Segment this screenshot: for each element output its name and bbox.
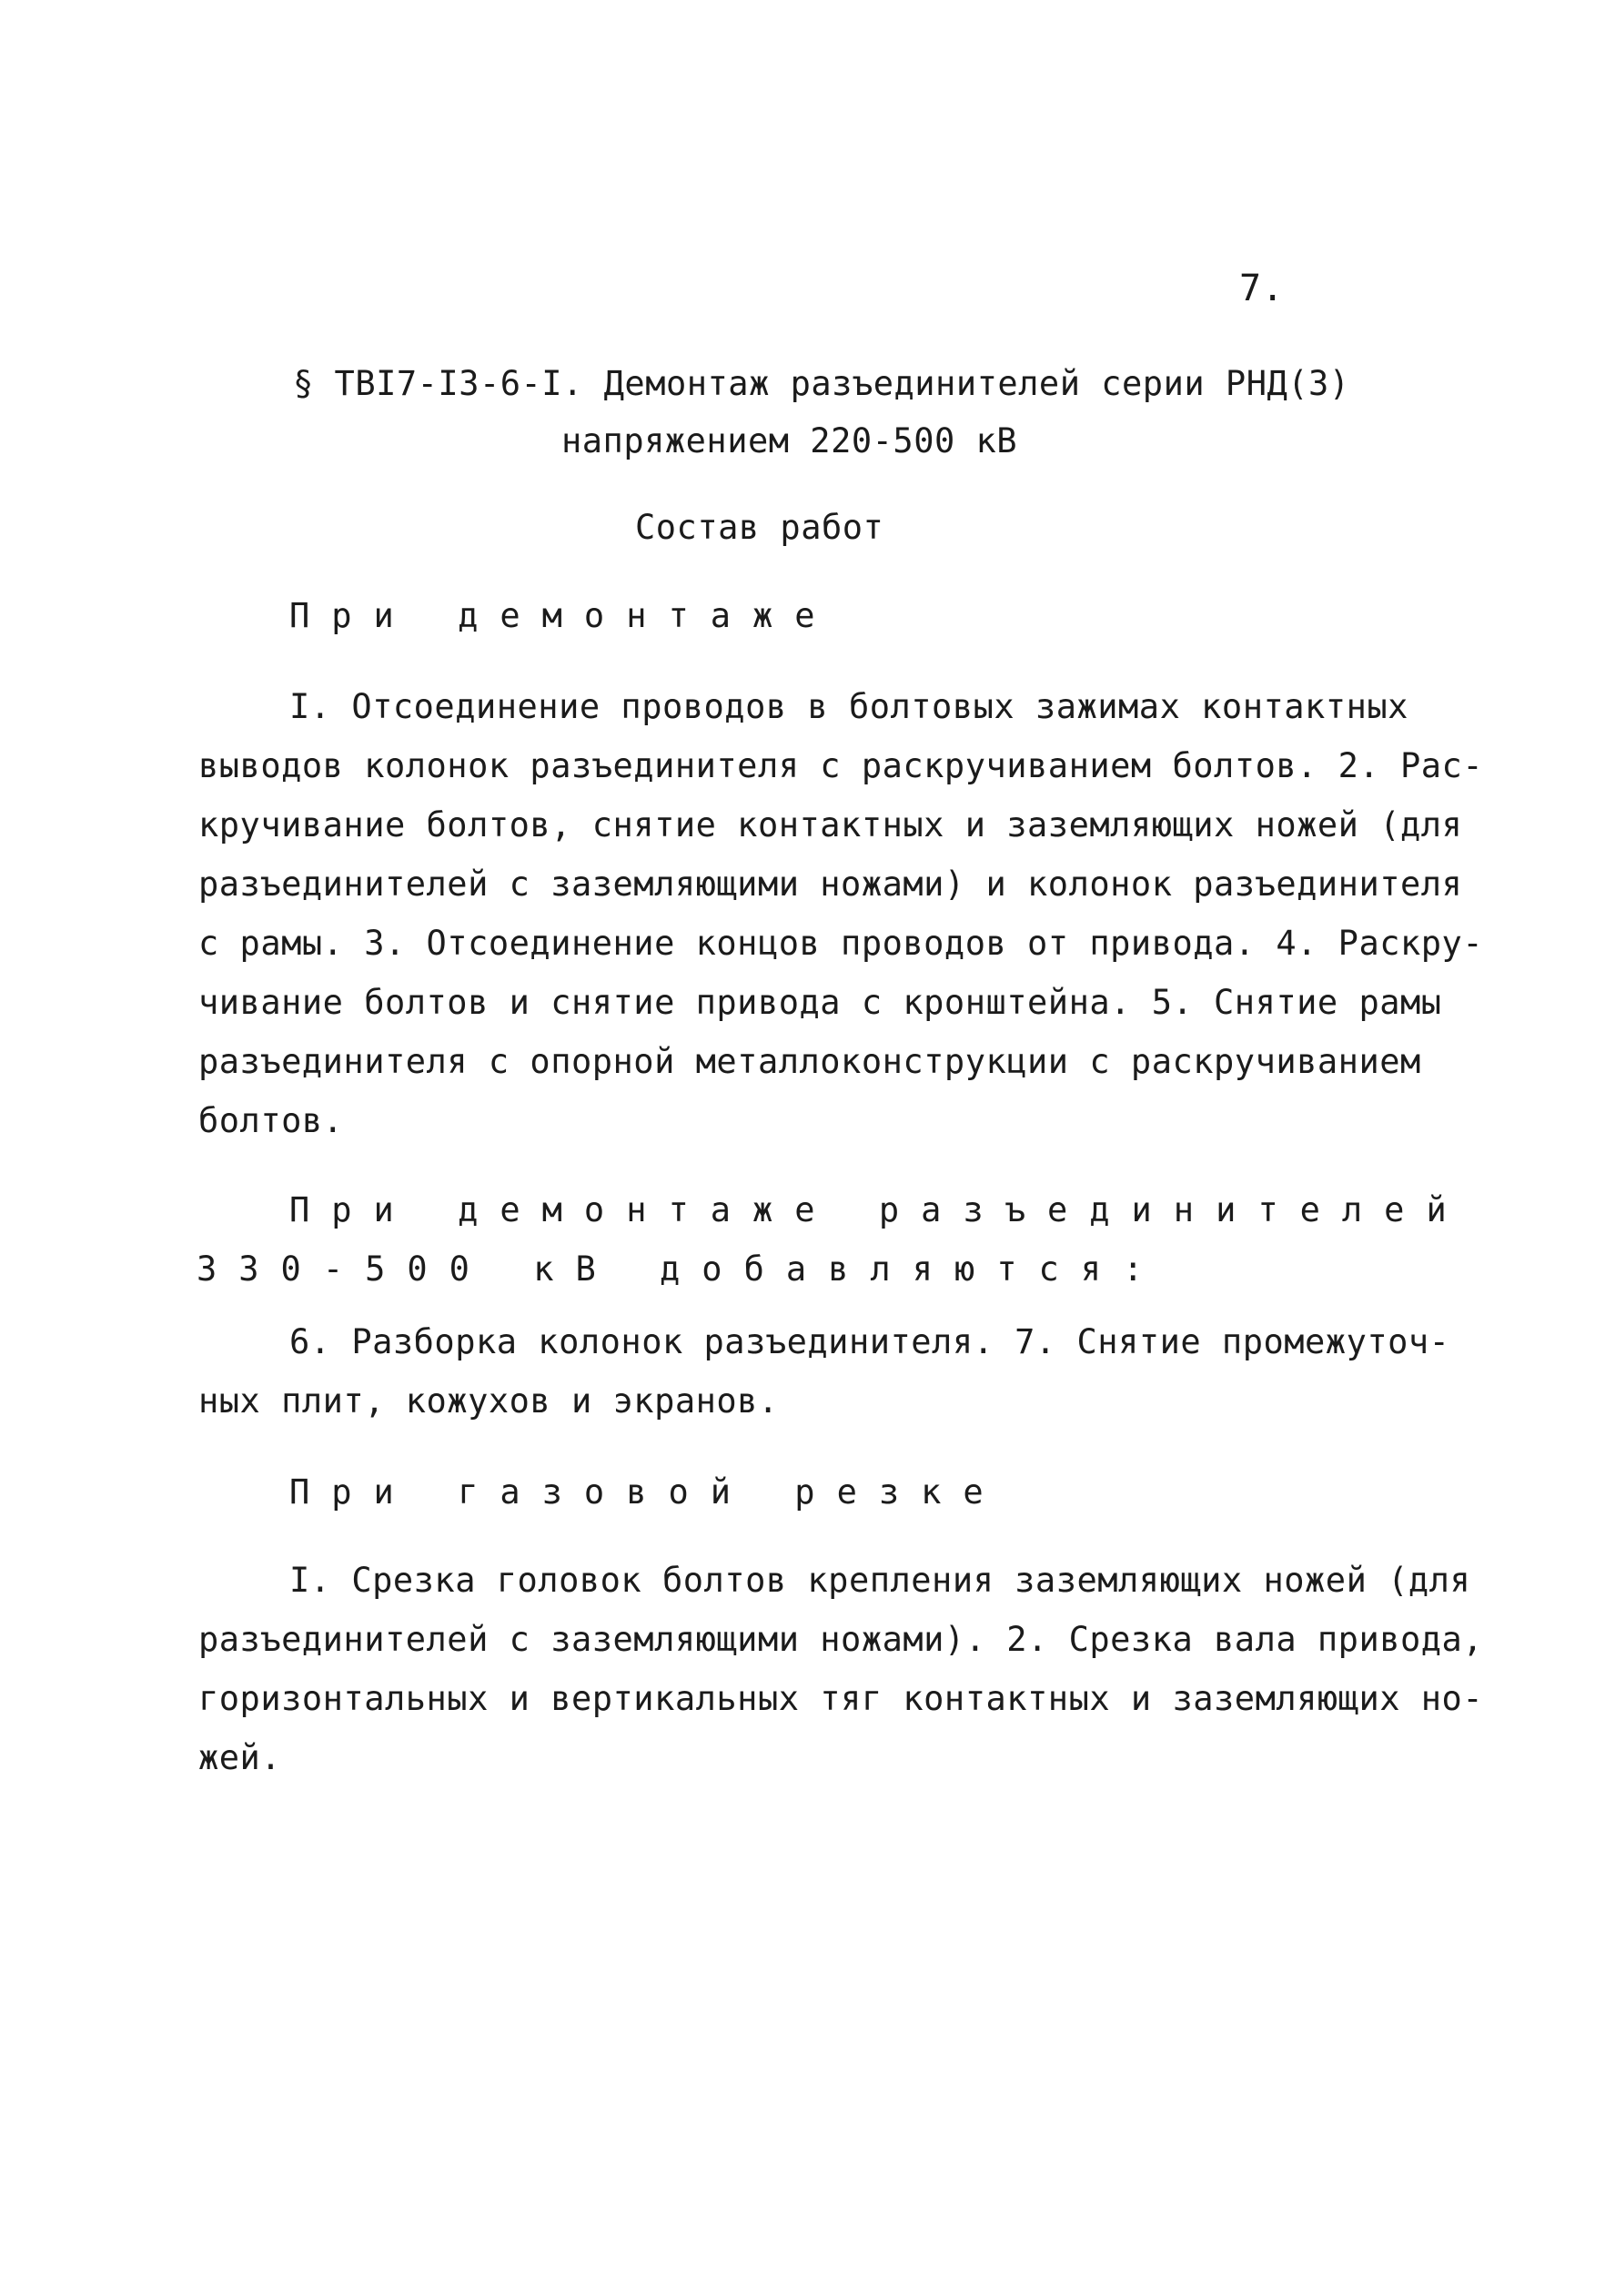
- section2-line: ных плит, кожухов и экранов.: [198, 1381, 779, 1421]
- section1-line: чивание болтов и снятие привода с кронштейна. 5. Снятие рамы: [198, 983, 1442, 1022]
- section1-line: разъединителей с заземляющими ножами) и колонок разъединителя: [198, 865, 1463, 904]
- section3-line: горизонтальных и вертикальных тяг контактных и заземляющих но-: [198, 1679, 1484, 1718]
- heading-line-2: напряжением 220-500 кВ: [561, 421, 1018, 460]
- section3-title: При газовой резке: [289, 1472, 1005, 1512]
- section1-line: с рамы. 3. Отсоединение концов проводов от привода. 4. Раскру-: [198, 924, 1484, 963]
- section2-line: 6. Разборка колонок разъединителя. 7. Снятие промежуточ-: [289, 1322, 1450, 1361]
- section3-line: разъединителей с заземляющими ножами). 2. Срезка вала привода,: [198, 1620, 1484, 1659]
- subtitle: Состав работ: [635, 508, 884, 547]
- section3-line: I. Срезка головок болтов крепления заземляющих ножей (для: [289, 1561, 1471, 1600]
- section2-title-line-1: При демонтаже разъединителей: [289, 1190, 1469, 1229]
- section1-line: разъединителя с опорной металлоконструкции с раскручиванием: [198, 1042, 1421, 1081]
- heading-line-1: § ТВI7-I3-6-I. Демонтаж разъединителей серии РНД(3): [293, 364, 1350, 403]
- section1-line: кручивание болтов, снятие контактных и заземляющих ножей (для: [198, 805, 1463, 845]
- section2-title-line-2: 330-500 кВ добавляются:: [197, 1249, 1166, 1289]
- page-number: 7.: [1239, 268, 1285, 309]
- section1-title: При демонтаже: [289, 596, 837, 635]
- section1-line: болтов.: [198, 1101, 344, 1140]
- section3-line: жей.: [198, 1738, 282, 1777]
- section1-line: выводов колонок разъединителя с раскручиванием болтов. 2. Рас-: [198, 746, 1484, 785]
- section1-line: I. Отсоединение проводов в болтовых зажимах контактных: [289, 687, 1408, 726]
